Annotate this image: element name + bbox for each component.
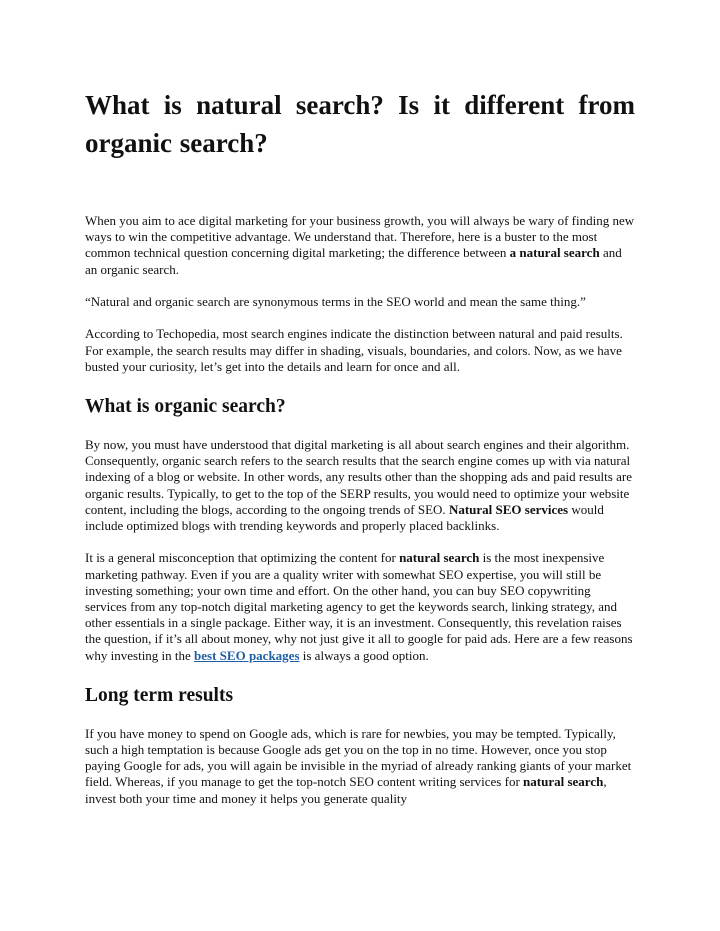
intro-quote: “Natural and organic search are synonymous terms in the SEO world and mean the same thing.”: [85, 294, 586, 309]
long-term-p1-text-b: , invest both your time and money it helps you generate quality: [85, 774, 607, 806]
page-title: What is natural search? Is it different from organic search?: [85, 90, 635, 158]
intro-paragraph-3: According to Techopedia, most search engines indicate the distinction between natural and paid results. For example, the search results may differ in shading, visuals, boundaries, and colors. Now, as we have busted your curiosity, let’s get into the details and learn for once and all.: [85, 326, 623, 374]
organic-p2-text-c: is always a good option.: [299, 647, 429, 663]
organic-p1-bold-term: Natural SEO services: [448, 501, 569, 517]
organic-p2-text-b: is the most inexpensive marketing pathway. Even if you are a quality writer with somewhat SEO expertise, you will still be investing something; your own time and effort. On the other hand, you can buy SEO copywriting services from any top-notch digital marketing agency to get the keywords search, linking strategy, and other essentials in a single package. Either way, it is an investment. Consequently, this revelation raises the question, if it’s all about money, why not just give it all to google for paid ads. Here are a few reasons why investing in the: [85, 550, 633, 663]
long-term-p1-text-a: If you have money to spend on Google ads, which is rare for newbies, you may be tempted. Typically, such a high temptation is because Google ads get you on the top in no time. However, once you stop paying Google for ads, you will again be invisible in the myriad of already ranking giants of your market field. Whereas, if you manage to get the top-notch SEO content writing services for: [85, 725, 632, 790]
section-heading-organic-search: What is organic search?: [85, 396, 286, 417]
organic-p1-text-a: By now, you must have understood that digital marketing is all about search engines and their algorithm. Consequently, organic search refers to the search results that the search engine comes up with via natural indexing of a blog or website. In other words, any results other than the shopping ads and paid results are organic results. Typically, to get to the top of the SERP results, you would need to optimize your website content, including the blogs, according to the ongoing trends of SEO.: [85, 437, 632, 517]
organic-paragraph-2: [85, 550, 635, 663]
organic-p2-text-a: It is a general misconception that optimizing the content for: [85, 550, 400, 566]
section-heading-long-term-results: Long term results: [85, 684, 234, 706]
intro-section: [85, 213, 635, 375]
intro-p1-text-a: When you aim to ace digital marketing for your business growth, you will always be wary of finding new ways to win the competitive advantage. We understand that. Therefore, here is a buster to the most common technical question concerning digital marketing; the difference between: [85, 213, 635, 261]
organic-paragraph-1: [85, 437, 635, 534]
long-term-paragraph-1: [85, 726, 635, 807]
intro-paragraph-1: [85, 213, 635, 278]
intro-p1-bold-term: a natural search: [509, 245, 600, 261]
intro-p1-text-b: and an organic search.: [85, 245, 622, 277]
long-term-p1-bold-term: natural search: [523, 774, 604, 790]
organic-p1-text-b: would include optimized blogs with trending keywords and properly placed backlinks.: [85, 501, 604, 534]
organic-p2-bold-term: natural search: [399, 550, 480, 566]
document-page: [85, 86, 635, 823]
best-seo-packages-link[interactable]: best SEO packages: [194, 647, 300, 663]
